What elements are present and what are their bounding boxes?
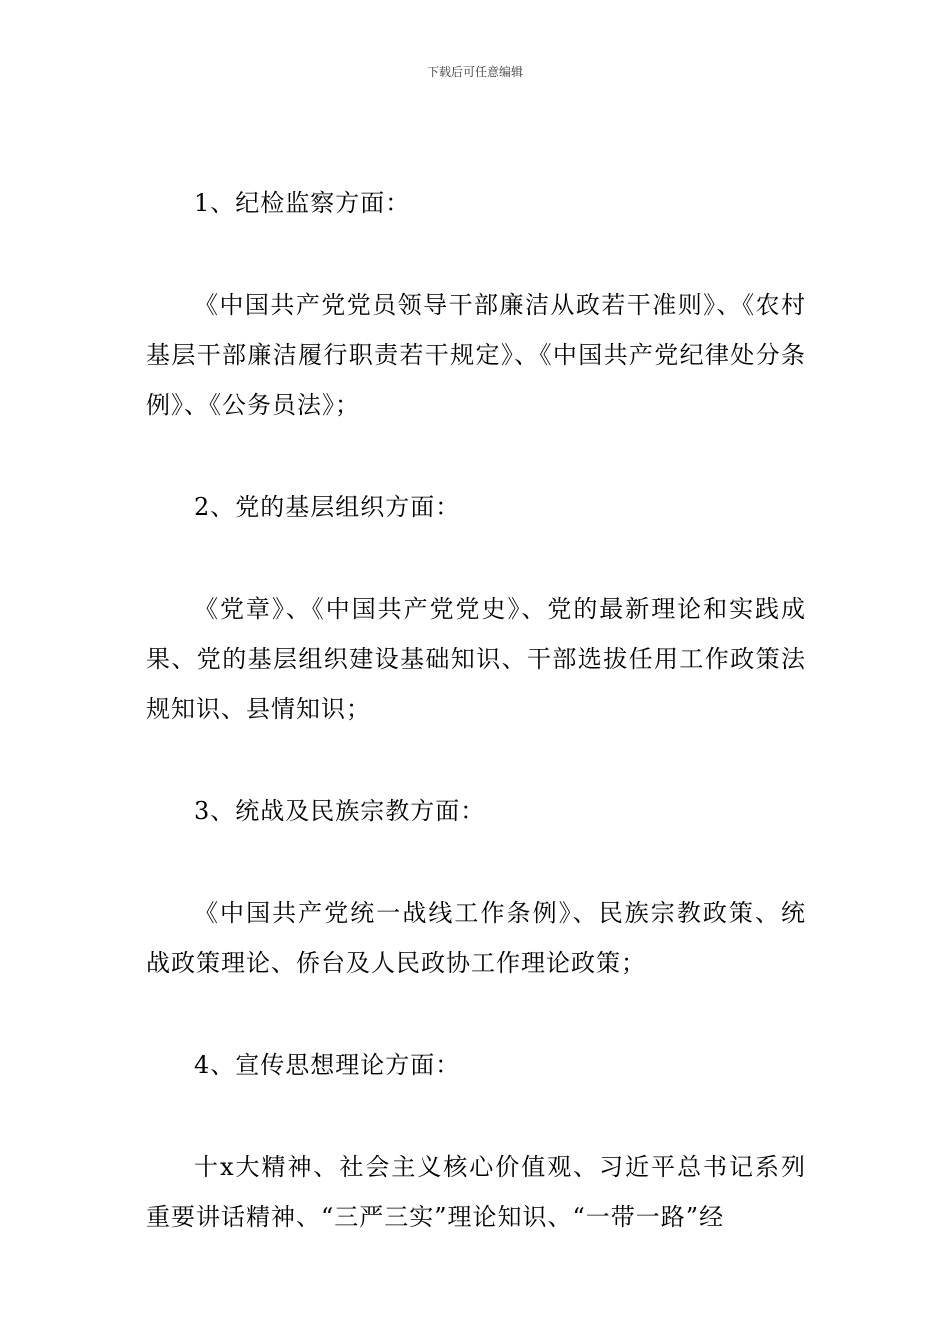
section-2-body: 《党章》、《中国共产党党史》、党的最新理论和实践成果、党的基层组织建设基础知识、干部选拔任用工作政策法规知识、县情知识；	[146, 595, 806, 723]
document-body	[146, 178, 806, 1294]
section-3-body: 《中国共产党统一战线工作条例》、民族宗教政策、统战政策理论、侨台及人民政协工作理论政策；	[146, 899, 806, 977]
page-header: 下载后可任意编辑	[426, 65, 523, 79]
section-3-heading: 3、统战及民族宗教方面：	[194, 797, 486, 825]
section-1-heading: 1、纪检监察方面：	[194, 189, 411, 217]
section-4-body: 十x大精神、社会主义核心价值观、习近平总书记系列重要讲话精神、“三严三实”理论知识、“一带一路”经	[146, 1153, 806, 1231]
section-4-heading: 4、宣传思想理论方面：	[194, 1051, 461, 1079]
section-2-heading: 2、党的基层组织方面：	[194, 493, 461, 521]
section-1-body: 《中国共产党党员领导干部廉洁从政若干准则》、《农村基层干部廉洁履行职责若干规定》、《中国共产党纪律处分条例》、《公务员法》；	[146, 291, 806, 419]
